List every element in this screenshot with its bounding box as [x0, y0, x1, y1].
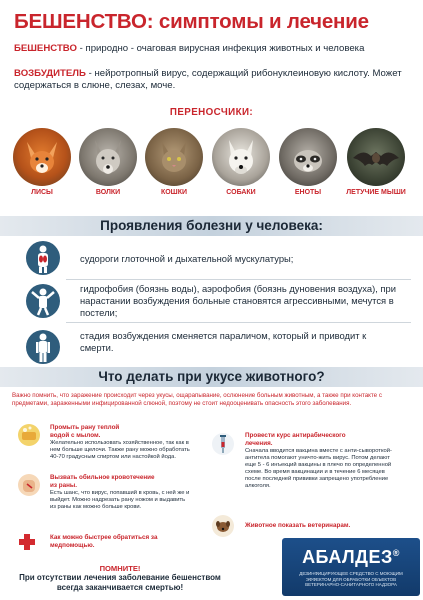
dog-icon: [212, 128, 270, 186]
divider: [66, 322, 411, 323]
step-title: Животное показать ветеринарам.: [245, 522, 351, 529]
red-cross-icon: [18, 533, 36, 551]
definition-rabies: [14, 43, 414, 55]
bite-heading: Что делать при укусе животного?: [98, 369, 325, 384]
raccoon-icon: [279, 128, 337, 186]
divider: [66, 279, 411, 280]
symptom-text: стадия возбуждения сменяется параличом, который и приводит к смерти.: [80, 330, 367, 353]
syringe-icon: [212, 433, 234, 455]
step-title: Вызвать обильное кровотечение из раны.: [50, 474, 155, 489]
carrier-label: ЛИСЫ: [31, 189, 53, 196]
wolf-icon: [79, 128, 137, 186]
poster-title: БЕШЕНСТВО: симптомы и лечение: [14, 10, 369, 33]
product-subtitle: ДЕЗИНФИЦИРУЮЩЕЕ СРЕДСТВО С МОЮЩИМ ЭФФЕКТОМ ДЛЯ ОБРАБОТКИ ОБЪЕКТОВ ВЕТЕРИНАРНО-САНИТАРНОГО НАДЗОРА: [299, 571, 403, 587]
definition-text: - нейротропный вирус, содержащий рибонуклеиновую кислоту. Может содержаться в слюне, слезах, моче.: [14, 68, 402, 91]
step-text: Желательно использовать хозяйственное, так как в нем больше щелочи. Также рану можно обработать 40-70 градусным спиртом или настойкой йода.: [50, 440, 190, 460]
carrier-label: СОБАКИ: [226, 189, 256, 196]
soap-icon: [18, 424, 40, 446]
carrier-label: ЕНОТЫ: [294, 189, 322, 196]
step-text: Есть шанс, что вирус, попавший в кровь, с ней же и выйдет. Можно надрезать рану ножом и выдавить из раны как можно больше крови.: [50, 490, 190, 510]
carrier-label: ЛЕТУЧИЕ МЫШИ: [346, 189, 406, 196]
footer-title: ПОМНИТЕ!: [99, 564, 141, 573]
carrier-cat: [144, 128, 204, 197]
footer-text: При отсутствии лечения заболевание бешенством всегда заканчивается смертью!: [19, 573, 221, 592]
step-title: Как можно быстрее обратиться за медпомощью.: [50, 534, 158, 549]
definition-pathogen: [14, 68, 414, 92]
step-title: Провести курс антирабического лечения.: [245, 432, 346, 447]
carrier-raccoon: [278, 128, 338, 197]
vet-dog-icon: [212, 515, 234, 537]
carrier-wolf: [78, 128, 138, 197]
symptom-text: гидрофобия (боязнь воды), аэрофобия (боязнь дуновения воздуха), при нарастании возбуждения больные становятся агрессивными, мечутся в постели;: [80, 283, 396, 318]
carrier-label: ВОЛКИ: [95, 189, 121, 196]
step-title: Промыть рану теплой водой с мылом.: [50, 424, 120, 439]
registered-mark: ®: [392, 548, 400, 558]
definition-term: ВОЗБУДИТЕЛЬ: [14, 68, 86, 79]
carrier-fox: [12, 128, 72, 197]
product-name-text: АБАЛДЕЗ: [302, 547, 393, 567]
carrier-label: КОШКИ: [160, 189, 188, 196]
carrier-bat: [346, 128, 406, 197]
step-text: Сначала вводится вакцина вместе с анти-сывороткой- антитела помогают уничто-жить вирус. Потом делают еще 5 - 6 инъекций вакцины в плечо по определенной схеме. Во время вакцинации и в течение 6 месяцев после последней прививки запрещено употребление алкоголя.: [245, 448, 392, 489]
paralysis-body-icon: [26, 330, 60, 364]
hand-wound-icon: [18, 474, 40, 496]
lungs-body-icon: [26, 241, 60, 275]
carriers-title: ПЕРЕНОСЧИКИ:: [169, 107, 254, 118]
symptom-text: судороги глоточной и дыхательной мускулатуры;: [80, 253, 294, 264]
bite-warning: Важно помнить, что заражение происходит через укусы, ощарапывание, ослюнение больным животным, а также при контакте с предметами, зараженными инфицированной слюной, поэтому не стоит недооценивать опасность этого заболевания.: [12, 392, 382, 407]
symptoms-heading: Проявления болезни у человека:: [100, 218, 323, 233]
product-name: [288, 547, 414, 568]
definition-text: - природно - очаговая вирусная инфекция животных и человека: [76, 43, 365, 54]
definition-term: БЕШЕНСТВО: [14, 43, 77, 54]
fox-icon: [13, 128, 71, 186]
bat-icon: [347, 128, 405, 186]
carrier-dog: [211, 128, 271, 197]
agitated-person-icon: [26, 284, 60, 318]
cat-icon: [145, 128, 203, 186]
